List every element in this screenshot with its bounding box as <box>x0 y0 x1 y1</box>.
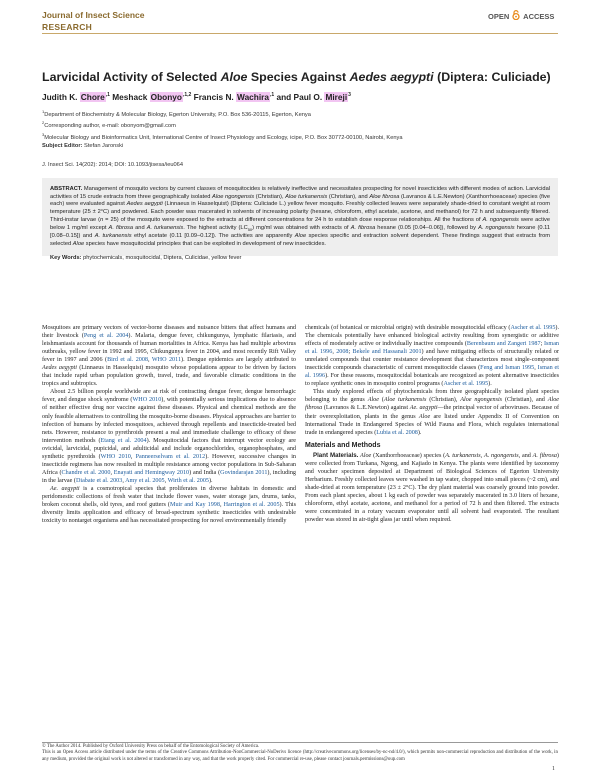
lp2-f: ) and India ( <box>189 469 221 476</box>
rp2-sp2: Aloe turkanensis <box>383 397 427 404</box>
title-mid: Species Against <box>247 70 350 84</box>
rp2-sp3: Aloe ngongensis <box>460 397 503 404</box>
section-heading-materials-methods: Materials and Methods <box>305 441 381 449</box>
rp2-sp5: Ae. aegypti <box>409 405 438 412</box>
rp1-sep3: ; <box>348 349 353 356</box>
rp3-sp3: A. ngongensis <box>483 452 519 459</box>
abs-t4: (Lavranos & L.E.Newton) (Xanthorrhoeaceae) species (five each) were evaluated against <box>50 193 550 208</box>
lp2-h: ). <box>208 477 213 484</box>
left-paragraph-1 <box>42 324 296 388</box>
lp2-e: ). However, successive changes in insecticide regimens has now resulted in multiple resistance among vector populations in Sub-Saharan Africa ( <box>42 453 296 476</box>
footer-copyright: © The Author 2014. Published by Oxford University Press on behalf of the Entomological Society of America. <box>42 744 260 749</box>
subheading-plant-materials: Plant Materials. <box>313 451 359 459</box>
editor-name: Stefan Jaronski <box>82 143 124 149</box>
abs-sp8: A. fibrosa <box>350 224 376 231</box>
title-species: Aedes aegypti <box>349 70 434 84</box>
lp2-sep4: , <box>164 477 168 484</box>
header-rule <box>42 33 558 34</box>
abs-t12: hexane (0.11 [0.08–0.15]) and <box>50 224 550 240</box>
citation-link[interactable]: Ascher et al. 1995 <box>510 325 556 331</box>
abs-t8: and <box>133 224 147 231</box>
aff1-sup: 1 <box>42 109 45 114</box>
citation-line: J. Insect Sci. 14(202): 2014; DOI: 10.1093/jisesa/ieu064 <box>42 162 184 168</box>
affiliations <box>42 108 562 142</box>
rp1-b: ). The chemicals potentially have enhanced biological activity resulting from synergistic or additive effects of moderately active or individually inactive compounds ( <box>305 325 559 348</box>
lp1-b: ). Malaria, dengue fever, chikungunya, lymphatic filariasis, and leishmaniasis account for thousands of human mortalities in Africa. Kenya has had multiple arbovirus outbreaks, yellow fever in 1992 and 1995, Chikungunya fever in 2004, and most recently Rift Valley fever in 1997 and 2006 ( <box>42 333 296 364</box>
rp2-d: (Christian), and <box>502 397 548 404</box>
lp1-sep: , <box>148 357 152 364</box>
aff2-sup: 2 <box>42 120 45 126</box>
author-3-last[interactable]: Wachira <box>237 92 270 102</box>
rp2-a: This study explored effects of phytochemicals from three geographically isolated plant species belonging to the genus <box>305 389 559 404</box>
citation-link[interactable]: WHO 2010 <box>132 397 162 404</box>
rp2-b: ( <box>378 397 384 404</box>
abs-t11: hexane (0.05 [0.04–0.06]), followed by <box>375 224 479 231</box>
rp2-h: ). <box>417 429 422 436</box>
rp3-a: (Xanthorrhoeaceae) species ( <box>371 452 446 459</box>
lp2-a: About 2.5 billion people worldwide are at risk of contracting dengue fever, dengue hemorrhagic fever, and dengue shock syndrome ( <box>42 389 296 404</box>
body-left-column <box>42 324 296 525</box>
abs-t1: Management of mosquito vectors by current classes of mosquitocides is relatively ineffective and necessitates prospecting for novel insecticides with different modes of action. Larvicidal activities of 15 crude extracts from three geographically isolated <box>50 186 550 200</box>
key-words-text: phytochemicals, mosquitocidal, Diptera, Culicidae, yellow fever <box>81 254 242 261</box>
editor-label: Subject Editor: <box>42 143 83 149</box>
citation-link[interactable]: Bird et al. 2008 <box>107 357 148 364</box>
abs-t2: (Christian), <box>254 193 286 200</box>
abs-sp12: Aloe <box>72 241 85 248</box>
lp1-species: Aedes aegypti <box>42 365 77 372</box>
title-genus: Aloe <box>220 70 248 84</box>
abs-sp7: A. turkanensis <box>146 224 184 231</box>
abs-t10: ) mg/ml was obtained with extracts of <box>252 224 351 231</box>
lp2-g: ), including in the larvae ( <box>42 469 297 484</box>
citation-link[interactable]: Peng et al. 2004 <box>83 333 129 340</box>
abs-t13: ethyl acetate (0.11 [0.09–0.12]). The activities are apparently <box>131 233 295 240</box>
subject-editor <box>42 143 123 149</box>
citation-link[interactable]: Diabate et al. 2003 <box>75 477 123 484</box>
page-number: 1 <box>552 766 555 772</box>
open-access-lock-icon <box>512 10 520 20</box>
citation-link[interactable]: Etang et al. 2004 <box>100 437 147 444</box>
rp2-g: are listed under Appendix II of Convention on International Trade in Endangered Species of Wild Fauna and Flora, which regulates international trade in endangered species ( <box>305 413 559 436</box>
abs-sp6: A. fibrosa <box>108 224 134 231</box>
aff3-text: Molecular Biology and Bioinformatics Unit, International Centre of Insect Physiology and Ecology, icipe, P.O. Box 30772-00100, Nairobi, Kenya <box>44 134 403 141</box>
abs-t5: (Linnaeus in Hasselquist) (Diptera: Culiciade L.) yellow fever mosquito. Freshly collected leaves were separately shade-dried to constant weight at room temperature (25 ± 2°C) and powdered. Each powder was macerated in solvents of increasing polarity (hexane, chloroform, ethyl acetate, acetone, and methanol) for 72 h and subsequently filtered. Third-instar larvae ( <box>50 201 550 223</box>
citation-link[interactable]: Chandre et al. 2000 <box>61 469 111 476</box>
affiliation-2 <box>42 119 562 130</box>
left-paragraph-2 <box>42 388 296 485</box>
title-pre: Larvicidal Activity of Selected <box>42 70 221 84</box>
footer-rule <box>42 742 558 743</box>
key-words <box>50 255 550 263</box>
citation-link[interactable]: Isman et al. 1996 <box>305 341 559 356</box>
lp3-sep: , <box>219 502 224 509</box>
author-1-first: Judith K. <box>42 92 80 102</box>
right-paragraph-3 <box>305 452 559 524</box>
lp1-e: (Linnaeus in Hasselquist) mosquito whose populations appear to be driven by factors that include rapid urban population growth, travel, trade, and favorable climatic conditions in the tropics and subtropics. <box>42 365 296 388</box>
author-3-sup: ,1 <box>270 92 275 99</box>
rp3-d: ) were collected from Turkana, Ngong, and Kajiado in Kenya. The plants were identified by taxonomy and voucher specimen deposited at Department of Biological Sciences of Egerton University Herbarium. Freshly collected leaves were washed in tap water, chopped into small pieces (~2 cm), and shade-dried at room temperature (23 ± 2°C). The dry plant material was coarsely ground into powder. From each plant species, about 1 kg each of powder was separately macerated in 3.0 liters of hexane, chloroform, ethyl acetate, acetone, and methanol for a period of 72 h and then filtered. The extracts were concentrated in a rotary vacuum evaporator until all solvent had evaporated. The resultant powder was stored in air-tight glass jar until when required. <box>305 452 559 524</box>
right-paragraph-2 <box>305 388 559 436</box>
rp1-d: ) and have mitigating effects of structurally related or unrelated compounds that counter resistance development that characterizes most single-component insecticide compounds characteristic of current mosquitocide classes ( <box>305 349 559 372</box>
abs-sp2: Aloe turkanensis <box>285 193 328 200</box>
abs-n: n <box>100 216 104 223</box>
aff1-text: Department of Biochemistry & Molecular Biology, Egerton University, P.O. Box 536-20115, Egerton, Kenya <box>44 111 311 118</box>
rp2-c: (Christian), <box>426 397 461 404</box>
left-paragraph-3 <box>42 485 296 525</box>
citation-link[interactable]: WHO 2011 <box>151 357 182 364</box>
lp2-sep2: , <box>110 469 114 476</box>
lp1-a: Mosquitoes are primary vectors of vector-borne diseases and nuisance bitters that affect humans and their livestock ( <box>42 325 296 340</box>
abs-t3: (Christian), and <box>327 193 370 200</box>
footer-license-text: This is an Open Access article distributed under the terms of the Creative Commons Attribution-NonCommercial-NoDerivs licence (http://creativecommons.org/licenses/by-nc-nd/4.0/), which permits non-commercial reproduction and distribution of the work, in any medium, provided the original work is not altered or transformed in any way, and that the work properly cited. For commercial re-use, please contact journals.permissions@oup.com <box>42 750 558 762</box>
citation-link[interactable]: Muir and Kay 1998 <box>169 502 220 509</box>
author-4-first: and Paul O. <box>276 92 325 102</box>
article-title <box>42 70 572 84</box>
abs-sp9: A. ngongensis <box>478 224 515 231</box>
author-2-sup: ,1,2 <box>182 92 192 99</box>
citation-link[interactable]: Govindarajan 2011 <box>220 469 268 476</box>
oa-label-access: ACCESS <box>523 12 555 21</box>
aff2-text: Corresponding author, e-mail: obonyom@gmail.com <box>44 123 176 130</box>
citation-link[interactable]: Panneerselvam et al. 2012 <box>135 453 206 460</box>
lp3-species: Ae. aegypti <box>50 485 80 492</box>
citation-link[interactable]: Berenbaum and Zangeri 1987 <box>466 341 541 348</box>
abs-lc: 50 <box>247 226 253 232</box>
footer-license <box>42 744 558 763</box>
abs-t6: = 25) of the mosquito were exposed to the extracts at different concentrations for 24 h to establish dose response relationships. All the fractions of <box>103 216 483 223</box>
lp2-sep3: , <box>122 477 126 484</box>
key-words-label: Key Words: <box>50 254 82 261</box>
rp3-sp2: A. turkanensis <box>445 452 481 459</box>
affiliation-3 <box>42 131 562 142</box>
abs-sp5: A. ngongensis <box>482 216 519 223</box>
right-paragraph-1 <box>305 324 559 388</box>
rp1-sep4: , <box>534 365 538 372</box>
title-post: (Diptera: Culiciade) <box>433 70 551 84</box>
affiliation-1 <box>42 108 562 119</box>
abstract-label: ABSTRACT. <box>50 186 83 192</box>
citation-link[interactable]: Enayati and Hemingway 2010 <box>113 469 190 476</box>
lp2-sep: , <box>130 453 136 460</box>
citation-link[interactable]: Bekele and Hassanali 2001 <box>352 349 422 356</box>
rp1-sep2: , <box>332 349 337 356</box>
abs-t7: were active below 1 mg/ml except <box>50 216 550 231</box>
citation-link[interactable]: Wirth et al. 2005 <box>167 477 209 484</box>
abs-sp11: Aloe <box>294 233 307 240</box>
author-3-first: Francis N. <box>193 92 237 102</box>
open-access-badge[interactable] <box>488 10 554 21</box>
abstract-text <box>50 186 550 249</box>
rp2-sp6: Aloe <box>418 413 431 420</box>
citation-link[interactable]: Isman et al. 1996 <box>305 365 559 380</box>
rp2-sp: Aloe <box>367 397 379 404</box>
journal-name: Journal of Insect Science <box>42 10 145 20</box>
rp3-sp4: A. fibrosa <box>532 452 557 459</box>
abs-sp4: Aedes aegypti <box>126 201 163 208</box>
lp1-d: ). Dengue epidemics are largely attributed to <box>181 357 297 364</box>
lp2-d: ). Mosquitocidal factors that interrupt vector ecology are ovicidal, larvicidal, pupicidal, and adulticidal and include organochlorides, organophosphates, and synthetic pyrethroids ( <box>42 437 297 460</box>
author-2-first: Meshack <box>112 92 150 102</box>
oa-label-open: OPEN <box>488 12 510 21</box>
rp3-c: , and <box>518 452 533 459</box>
abs-sp3: Aloe fibrosa <box>369 193 400 200</box>
section-label: RESEARCH <box>42 22 93 32</box>
lp2-b: ), with potentially serious implications due to absence of neither effective drug nor vaccine against these diseases. Physical and chemical methods are the only feasible alternatives to controlling the mosquito-borne diseases. Physical approaches are barrier to infection of humans by infected mosquitoes, achieved through repellents and insecticide-treated bed nets. However, resistance to pyrethroids present a real and immediate challenge to efficacy of these intervention methods ( <box>42 397 297 444</box>
abstract-box <box>42 178 558 261</box>
rp3-b: , <box>480 452 484 459</box>
abs-sp10: A. turkanensis <box>94 233 132 240</box>
lp3-a: is a cosmotropical species that proliferates in diverse habitats in domestic and peridomestic collections of fresh water that include flower vases, water storage jars, drums, tanks, broken coconut shells, old tyres, and roof gutters ( <box>42 485 296 509</box>
abs-t15: species have mosquitocidal principles that can be exploited in development of new insecticides. <box>84 241 327 248</box>
citation-link[interactable]: 2008 <box>336 349 349 356</box>
abs-t9: . The highest activity (LC <box>183 224 248 231</box>
rp2-sp4: Aloe fibrosa <box>305 397 559 412</box>
citation-link[interactable]: Amy et al. 2005 <box>125 477 165 484</box>
abs-sp1: Aloe ngongensis <box>212 193 255 200</box>
author-4-last[interactable]: Mireji <box>325 92 348 102</box>
rp1-a: chemicals (of botanical or microbial origin) with desirable mosquitocidal efficacy ( <box>305 325 511 331</box>
rp2-f: —the principal vector of arboviruses. Because of their overexploitation, plants in the genus <box>305 405 559 420</box>
aff3-sup: 3 <box>42 131 45 137</box>
author-4-sup: 3 <box>348 92 351 99</box>
author-1-last[interactable]: Chore <box>80 92 105 102</box>
author-2-last[interactable]: Obonyo <box>150 92 182 102</box>
author-list <box>42 92 351 102</box>
rp1-e: ). For these reasons, mosquitocidal botanicals are recognized as potent alternative insecticides to replace synthetic ones in mosquito control programs ( <box>305 373 559 388</box>
citation-link[interactable]: WHO 2010 <box>100 453 131 460</box>
rp3-sp: Aloe <box>358 452 372 459</box>
citation-link[interactable]: Harrington et al. 2005 <box>223 502 280 509</box>
citation-link[interactable]: Feng and Isman 1995 <box>480 365 535 372</box>
lp3-b: ). This diversity limits application and efficacy of broad-spectrum synthetic insecticides with undesirable toxicity to nontarget organisms and has necessitated prospecting for novel environmentally friendly <box>42 502 297 525</box>
author-1-sup: ,1 <box>105 92 110 99</box>
citation-link[interactable]: Ascher et al. 1995 <box>443 381 489 388</box>
rp1-f: ). <box>488 381 492 388</box>
abs-t14: species specific and extraction solvent dependent. These findings suggest that extracts from selected <box>50 233 550 248</box>
rp1-sep: ; <box>540 341 544 348</box>
citation-link[interactable]: Lubia et al. 2008 <box>376 429 418 436</box>
body-right-column <box>305 324 559 524</box>
rp2-e: (Lavranos & L.E.Newton) against <box>322 405 410 412</box>
